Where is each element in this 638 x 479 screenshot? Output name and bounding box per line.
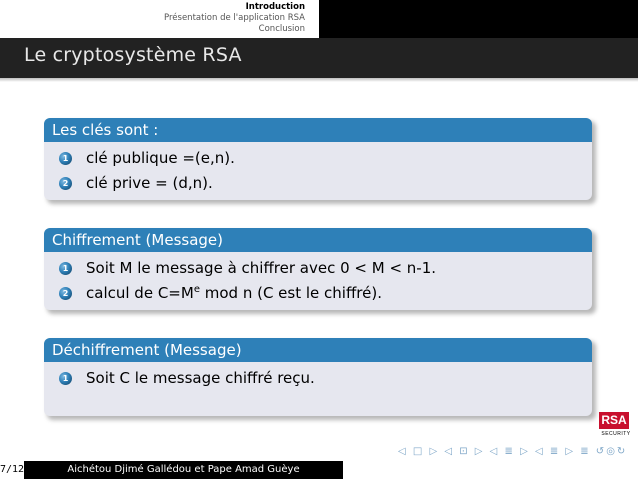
bullet-2-icon: 2 [59,287,72,300]
list-item [44,366,592,391]
private-key-text: clé prive = (d,n). [86,174,213,192]
list-item [44,256,592,281]
bullet-1-icon: 1 [59,152,72,165]
navigation-symbols-icon[interactable]: ◁ □ ▷ ◁ ⊡ ▷ ◁ ≣ ▷ ◁ ≣ ▷ ≣ ↺◎↻ [398,446,628,457]
encryption-block-body [44,252,592,310]
header-right-panel [319,0,638,38]
keys-block-body [44,142,592,200]
keys-block [44,118,592,200]
page-number: 7/12 [0,461,24,479]
rsa-logo [597,412,635,444]
section-link-conclusion[interactable]: Conclusion [258,24,305,34]
section-link-application[interactable]: Présentation de l'application RSA [164,13,305,23]
bullet-1-icon: 1 [59,262,72,275]
frame-title: Le cryptosystème RSA [24,44,242,66]
exponent-e: e [193,284,200,295]
bullet-1-icon: 1 [59,372,72,385]
bullet-2-icon: 2 [59,177,72,190]
footer-right-panel [343,461,638,479]
encryption-block [44,228,592,310]
encryption-block-title: Chiffrement (Message) [44,228,592,252]
decryption-block [44,338,592,416]
keys-block-title: Les clés sont : [44,118,592,142]
rsa-logo-mark: RSA [599,412,629,429]
message-condition-text: Soit M le message à chiffrer avec 0 < M < n-1. [86,259,437,277]
section-link-introduction[interactable]: Introduction [245,2,305,12]
header-navigation [0,0,638,38]
rsa-logo-subtext: SECURITY [601,431,631,437]
list-item [44,146,592,171]
encryption-formula-prefix: calcul de C=M [86,284,194,302]
encryption-formula-suffix: mod n (C est le chiffré). [199,284,382,302]
received-cipher-text: Soit C le message chiffré reçu. [86,369,315,387]
decryption-block-body [44,362,592,416]
decryption-block-title: Déchiffrement (Message) [44,338,592,362]
public-key-text: clé publique =(e,n). [86,149,235,167]
section-list [0,2,305,35]
footer-author: Aichétou Djimé Gallédou et Pape Amad Guèye [67,464,300,475]
list-item [44,171,592,196]
list-item [44,281,592,306]
